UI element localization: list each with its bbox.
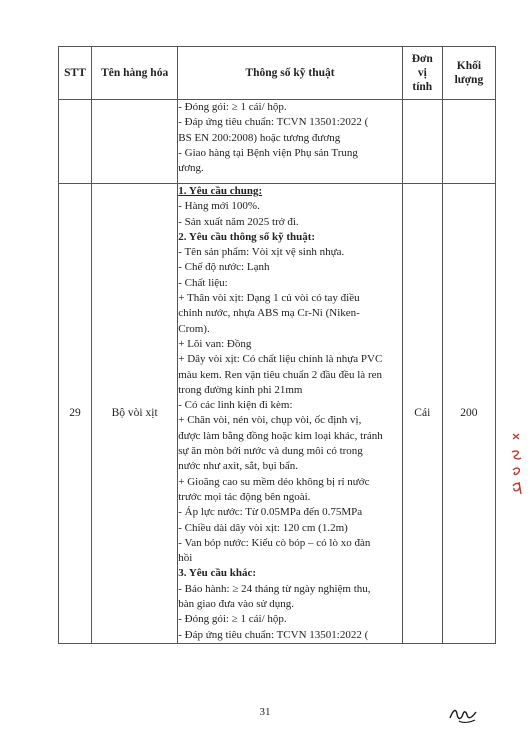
spec-line: - Đáp ứng tiêu chuẩn: TCVN 13501:2022 ( (178, 628, 369, 641)
table-row-previous (59, 100, 496, 184)
spec-line: - Bảo hành: ≥ 24 tháng từ ngày nghiệm thu, (178, 582, 371, 595)
header-spec: Thông số kỹ thuật (178, 47, 403, 100)
spec-line: + Thân vòi xịt: Dạng 1 củ vòi có tay điều (178, 292, 360, 305)
spec-line: được làm bằng đồng hoặc kim loại khác, tránh (178, 429, 383, 442)
signature-mark (447, 704, 479, 726)
spec-line: - Đóng gói: ≥ 1 cái/ hộp. (178, 101, 287, 113)
spec-line: nước như axit, sắt, bụi bẩn. (178, 460, 299, 473)
table-row-29 (59, 184, 496, 644)
header-stt: STT (59, 47, 92, 100)
spec-line: - Giao hàng tại Bệnh viện Phụ sản Trung (178, 146, 358, 159)
prev-unit-cell (402, 100, 442, 184)
spec-table (58, 46, 496, 644)
page-number: 31 (259, 706, 271, 718)
spec-line: - Van bóp nước: Kiểu cò bóp – có lò xo đàn (178, 536, 371, 549)
prev-stt-cell (59, 100, 92, 184)
spec-heading-general: 1. Yêu cầu chung: (178, 185, 263, 197)
spec-line: - Chiều dài dây vòi xịt: 120 cm (1.2m) (178, 521, 348, 534)
spec-line: + Gioăng cao su mềm dẻo không bị rỉ nước (178, 475, 370, 488)
spec-heading-technical: 2. Yêu cầu thông số kỹ thuật: (178, 230, 316, 243)
margin-stamp-mark (509, 430, 525, 500)
header-unit-line2: vị (417, 67, 427, 79)
spec-line: Crom). (178, 322, 210, 335)
header-unit-line1: Đơn (411, 53, 433, 65)
spec-line: chỉnh nước, nhựa ABS mạ Cr-Ni (Niken- (178, 307, 360, 320)
header-row (59, 47, 496, 100)
spec-line: sự ăn mòn bởi nước và dung môi có trong (178, 445, 363, 458)
spec-line: + Lõi van: Đồng (178, 337, 252, 350)
row-unit: Cái (402, 184, 442, 644)
row-spec-cell (178, 184, 403, 644)
spec-line: bàn giao đưa vào sử dụng. (178, 598, 295, 611)
spec-heading-other: 3. Yêu cầu khác: (178, 567, 257, 580)
row-stt: 29 (59, 184, 92, 644)
spec-line: + Chân vòi, nén vòi, chụp vòi, ốc định vị, (178, 414, 362, 427)
spec-line: - Hàng mới 100%. (178, 200, 260, 213)
spec-line: + Dây vòi xịt: Có chất liệu chính là nhựa PVC (178, 353, 383, 366)
header-qty (442, 47, 495, 100)
spec-line: - Đóng gói: ≥ 1 cái/ hộp. (178, 613, 287, 626)
prev-spec-cell (178, 100, 403, 184)
spec-line: màu kem. Ren vặn tiêu chuẩn 2 đầu đều là ren (178, 368, 382, 381)
header-qty-line2: lượng (454, 74, 484, 86)
spec-line: - Có các linh kiện đi kèm: (178, 399, 293, 412)
row-quantity: 200 (442, 184, 495, 644)
header-unit (402, 47, 442, 100)
spec-line: - Áp lực nước: Từ 0.05MPa đến 0.75MPa (178, 506, 363, 519)
spec-line: BS EN 200:2008) hoặc tương đương (178, 131, 341, 144)
spec-line: - Chất liệu: (178, 276, 228, 289)
header-name: Tên hàng hóa (92, 47, 178, 100)
header-unit-line3: tính (412, 81, 433, 93)
spec-line: - Sản xuất năm 2025 trở đi. (178, 215, 299, 228)
spec-line: trong đường kính phi 21mm (178, 383, 303, 396)
prev-name-cell (92, 100, 178, 184)
spec-line: - Đáp ứng tiêu chuẩn: TCVN 13501:2022 ( (178, 116, 369, 129)
spec-line: hồi (178, 552, 193, 565)
header-qty-line1: Khối (456, 60, 482, 72)
row-item-name: Bộ vòi xịt (92, 184, 178, 644)
spec-line: trước mọi tác động bên ngoài. (178, 490, 311, 503)
spec-line: - Chế độ nước: Lạnh (178, 261, 270, 274)
spec-line: ương. (178, 162, 204, 175)
spec-line: - Tên sản phẩm: Vòi xịt vệ sinh nhựa. (178, 246, 345, 259)
prev-qty-cell (442, 100, 495, 184)
